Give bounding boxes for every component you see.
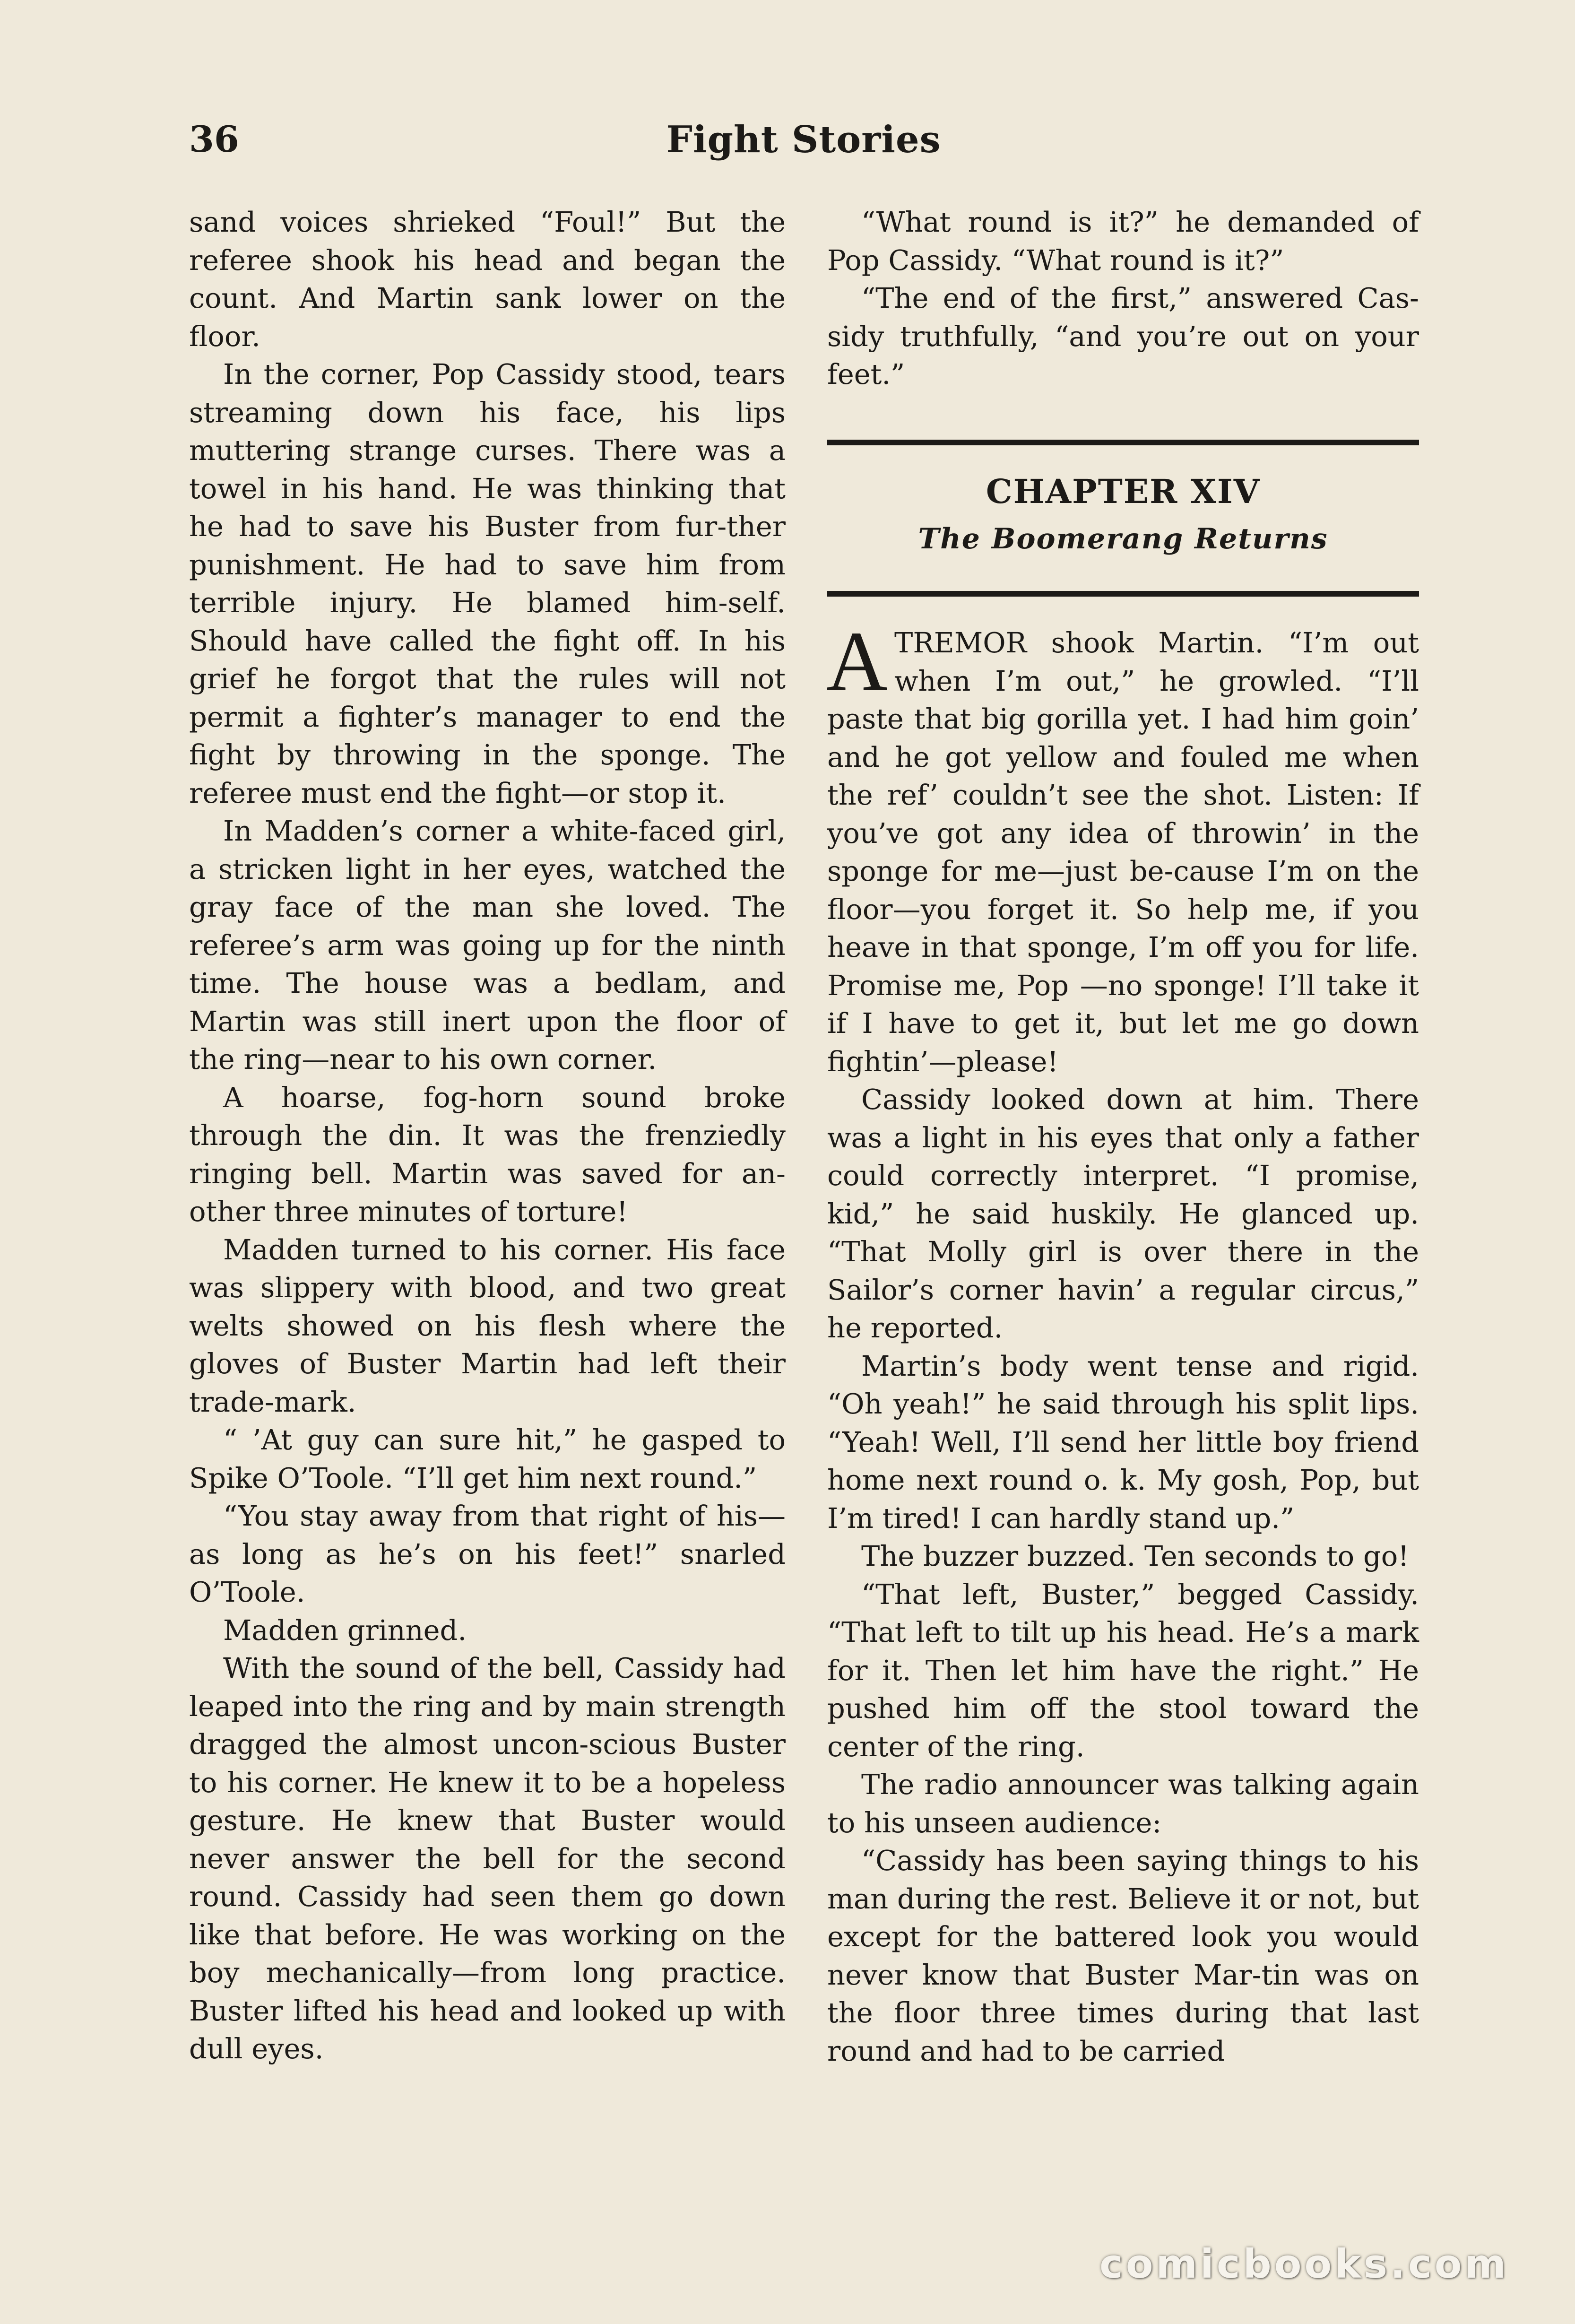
paragraph: “Cassidy has been saying things to his man during the rest. Believe it or not, but except for the battered look you would never know that Buster Mar-tin was on the floor three times during that last round and had to be carried: [827, 1844, 1419, 2067]
right-column-top: [827, 203, 1419, 394]
watermark: comicbooks.com: [1099, 2241, 1509, 2287]
paragraph: The buzzer buzzed. Ten seconds to go!: [861, 1540, 1409, 1572]
paragraph: “You stay away from that right of his—as long as he’s on his feet!” snarled O’Toole.: [189, 1500, 786, 1608]
chapter-rule-bottom: [827, 591, 1419, 597]
paragraph: “That left, Buster,” begged Cassidy. “That left to tilt up his head. He’s a mark for it. Then let him have the right.” He pushed him off the stool toward the center of the ring.: [827, 1578, 1419, 1763]
chapter-heading-block: [827, 468, 1419, 563]
magazine-title: Fight Stories: [666, 118, 941, 161]
left-column: [189, 203, 786, 2068]
chapter-heading: CHAPTER XIV: [986, 472, 1261, 511]
right-column-bottom: [826, 614, 1419, 2070]
paragraph: In Madden’s corner a white-faced girl, a stricken light in her eyes, watched the gray face of the man she loved. The referee’s arm was going up for the ninth time. The house was a bedlam, and Martin was still inert upon the floor of the ring—near to his own corner.: [189, 815, 786, 1075]
paragraph: “ ’At guy can sure hit,” he gasped to Spike O’Toole. “I’ll get him next round.”: [189, 1423, 786, 1494]
page-number: 36: [189, 118, 239, 160]
paragraph: sand voices shrieked “Foul!” But the referee shook his head and began the count. And Martin sank lower on the floor.: [189, 206, 786, 353]
opening-paragraph-text: TREMOR shook Martin. “I’m out when I’m out,” he growled. “I’ll paste that big gorilla yet. I had him goin’ and he got yellow and fouled me when the ref’ couldn’t see the shot. Listen: If you’ve got any idea of throwin’ in the sponge for me—just be-cause I’m on the floor—you forget it. So help me, if you heave in that sponge, I’m off you for life. Promise me, Pop —no sponge! I’ll take it if I have to get it, but let me go down fightin’—please!: [827, 626, 1419, 1078]
paragraph: Madden grinned.: [223, 1613, 467, 1647]
chapter-rule-top: [827, 440, 1419, 445]
paragraph: With the sound of the bell, Cassidy had leaped into the ring and by main strength dragged the almost uncon-scious Buster to his corner. He knew it to be a hopeless gesture. He knew that Buster would never answer the bell for the second round. Cassidy had seen them go down like that before. He was working on the boy mechanically—from long practice. Buster lifted his head and looked up with dull eyes.: [189, 1652, 786, 2065]
paragraph: The radio announcer was talking again to his unseen audience:: [827, 1768, 1419, 1839]
paragraph: “The end of the first,” answered Cas-sidy truthfully, “and you’re out on your feet.”: [827, 282, 1419, 390]
opening-paragraph: [826, 614, 1419, 1081]
paragraph: A hoarse, fog-horn sound broke through the din. It was the frenziedly ringing bell. Martin was saved for an-other three minutes of torture!: [189, 1081, 786, 1228]
paragraph: Madden turned to his corner. His face was slippery with blood, and two great welts showed on his flesh where the gloves of Buster Martin had left their trade-mark.: [189, 1233, 786, 1418]
paragraph: In the corner, Pop Cassidy stood, tears streaming down his face, his lips muttering strange curses. There was a towel in his hand. He was thinking that he had to save his Buster from fur-ther punishment. He had to save him from terrible injury. He blamed him-self. Should have called the fight off. In his grief he forgot that the rules will not permit a fighter’s manager to end the fight by throwing in the sponge. The referee must end the fight—or stop it.: [189, 358, 786, 809]
page-header: [189, 118, 1418, 175]
paragraph: Martin’s body went tense and rigid. “Oh yeah!” he said through his split lips. “Yeah! Well, I’ll send her little boy friend home next round o. k. My gosh, Pop, but I’m tired! I can hardly stand up.”: [827, 1349, 1419, 1535]
drop-cap: A: [826, 614, 888, 708]
paragraph: Cassidy looked down at him. There was a light in his eyes that only a father could correctly interpret. “I promise, kid,” he said huskily. He glanced up. “That Molly girl is over there in the Sailor’s corner havin’ a regular circus,” he reported.: [827, 1083, 1419, 1344]
paragraph: “What round is it?” he demanded of Pop Cassidy. “What round is it?”: [827, 206, 1419, 277]
chapter-title: The Boomerang Returns: [918, 522, 1328, 555]
